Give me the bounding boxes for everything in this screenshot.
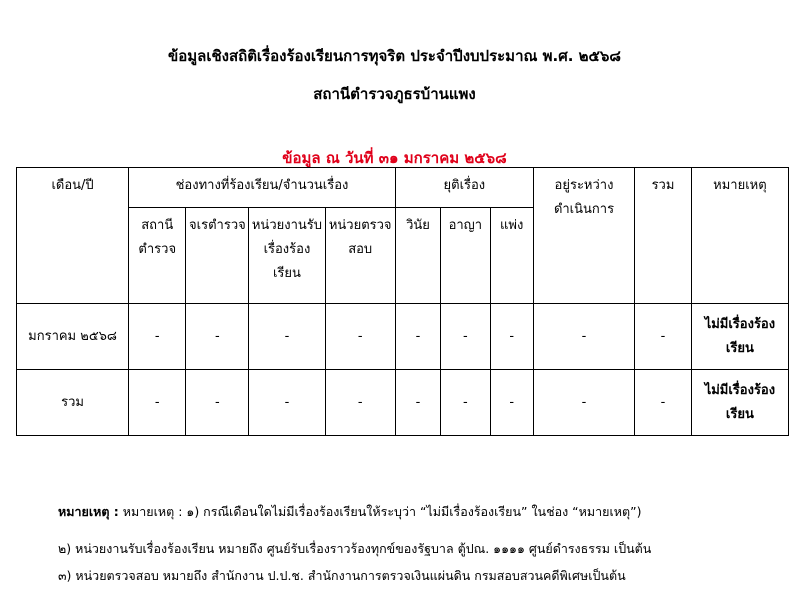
- footnote-3: ๓) หน่วยตรวจสอบ หมายถึง สำนักงาน ป.ป.ช. สำนักงานการตรวจเงินแผ่นดิน กรมสอบสวนคดีพิเศษเป็นต้น: [58, 568, 626, 583]
- header-total: รวม: [635, 168, 692, 304]
- cell-discipline: -: [395, 370, 440, 436]
- cell-station: -: [129, 370, 186, 436]
- cell-audit-unit: -: [325, 304, 395, 370]
- footnote-2: ๒) หน่วยงานรับเรื่องร้องเรียน หมายถึง ศูนย์รับเรื่องราวร้องทุกข์ของรัฐบาล ตู้ปณ. ๑๑๑๑ ศูนย์ดำรงธรรม เป็นต้น: [58, 541, 652, 556]
- station-name: สถานีตำรวจภูธรบ้านแพง: [313, 85, 476, 103]
- subheader-civil: แพ่ง: [490, 208, 533, 304]
- cell-civil: -: [490, 304, 533, 370]
- subheader-station: สถานีตำรวจ: [129, 208, 186, 304]
- cell-in-progress: -: [533, 304, 634, 370]
- subheader-receiving-agency: หน่วยงานรับเรื่องร้องเรียน: [249, 208, 325, 304]
- cell-station: -: [129, 304, 186, 370]
- cell-receiving-agency: -: [249, 370, 325, 436]
- cell-discipline: -: [395, 304, 440, 370]
- table-row: [17, 304, 789, 370]
- subheader-audit-unit: หน่วยตรวจสอบ: [325, 208, 395, 304]
- subheader-criminal: อาญา: [441, 208, 490, 304]
- header-month: เดือน/ปี: [17, 168, 129, 304]
- cell-remark: ไม่มีเรื่องร้องเรียน: [691, 370, 788, 436]
- complaint-statistics-table: [16, 167, 789, 436]
- page-title: ข้อมูลเชิงสถิติเรื่องร้องเรียนการทุจริต ประจำปีงบประมาณ พ.ศ. ๒๕๖๘: [167, 47, 621, 65]
- footnote-1: [58, 502, 641, 522]
- cell-criminal: -: [441, 304, 490, 370]
- header-in-progress: อยู่ระหว่างดำเนินการ: [533, 168, 634, 304]
- header-resolved: ยุติเรื่อง: [395, 168, 533, 208]
- cell-civil: -: [490, 370, 533, 436]
- table-row: [17, 370, 789, 436]
- cell-total: -: [635, 370, 692, 436]
- subheader-patrol: จเรตำรวจ: [186, 208, 249, 304]
- header-channels: ช่องทางที่ร้องเรียน/จำนวนเรื่อง: [129, 168, 396, 208]
- cell-criminal: -: [441, 370, 490, 436]
- footnote-label: หมายเหตุ :: [58, 504, 119, 519]
- cell-month: มกราคม ๒๕๖๘: [17, 304, 129, 370]
- as-of-date: ข้อมูล ณ วันที่ ๓๑ มกราคม ๒๕๖๘: [282, 149, 507, 167]
- cell-audit-unit: -: [325, 370, 395, 436]
- cell-total: -: [635, 304, 692, 370]
- cell-in-progress: -: [533, 370, 634, 436]
- cell-month: รวม: [17, 370, 129, 436]
- subheader-discipline: วินัย: [395, 208, 440, 304]
- cell-receiving-agency: -: [249, 304, 325, 370]
- cell-remark: ไม่มีเรื่องร้องเรียน: [691, 304, 788, 370]
- footnote-1-text: หมายเหตุ : ๑) กรณีเดือนใดไม่มีเรื่องร้องเรียนให้ระบุว่า “ไม่มีเรื่องร้องเรียน” ในช่อง “หมายเหตุ”): [118, 504, 642, 519]
- header-remark: หมายเหตุ: [691, 168, 788, 304]
- cell-patrol: -: [186, 370, 249, 436]
- cell-patrol: -: [186, 304, 249, 370]
